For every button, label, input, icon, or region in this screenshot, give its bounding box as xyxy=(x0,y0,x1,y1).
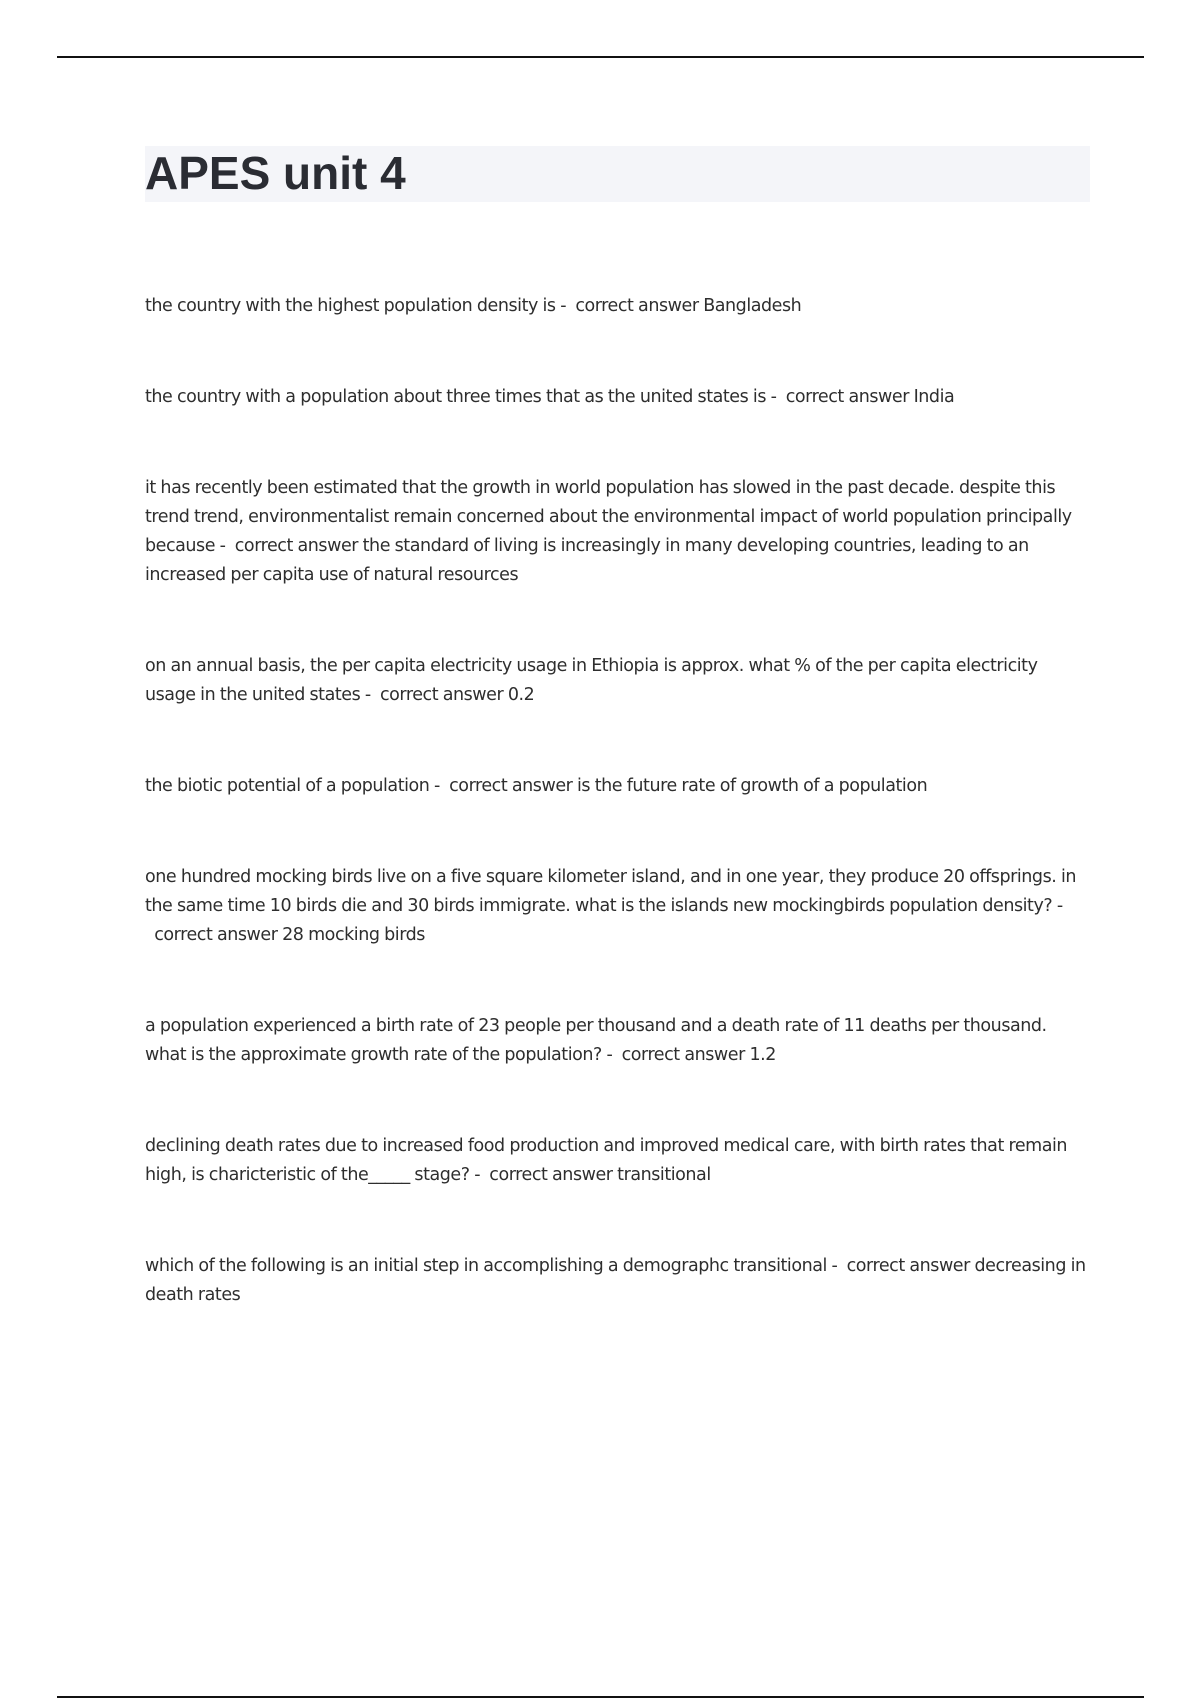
qa-item xyxy=(145,474,1090,590)
question-text: the country with the highest population density is - xyxy=(145,296,567,316)
qa-item xyxy=(145,1012,1090,1070)
qa-item xyxy=(145,1132,1090,1190)
answer-prefix: correct answer xyxy=(785,387,909,407)
answer-prefix: correct answer xyxy=(234,536,359,556)
answer-text: 28 mocking birds xyxy=(282,925,425,945)
question-text: the biotic potential of a population - xyxy=(145,776,440,796)
qa-item xyxy=(145,772,1090,801)
answer-text: the standard of living is increasingly in many developing countries, leading to an increased per capita use of natural resources xyxy=(145,536,1029,585)
qa-item xyxy=(145,863,1090,950)
answer-text: 0.2 xyxy=(507,685,535,705)
question-text: which of the following is an initial step in accomplishing a demographc transitional - xyxy=(145,1256,838,1276)
answer-text: 1.2 xyxy=(749,1045,776,1065)
qa-item xyxy=(145,1252,1090,1310)
bottom-rule xyxy=(57,1696,1144,1698)
page-title: APES unit 4 xyxy=(145,147,406,199)
answer-text: Bangladesh xyxy=(703,296,802,316)
answer-text: transitional xyxy=(617,1165,711,1185)
top-rule xyxy=(57,56,1144,58)
answer-text: India xyxy=(913,387,955,407)
answer-prefix: correct answer xyxy=(489,1165,613,1185)
answer-prefix: correct answer xyxy=(379,685,504,705)
question-text: the country with a population about three times that as the united states is - xyxy=(145,387,777,407)
answer-prefix: correct answer xyxy=(154,925,278,945)
question-text: a population experienced a birth rate of 23 people per thousand and a death rate of 11 deaths per thousand. what is the approximate growth rate of the population? - xyxy=(145,1016,1047,1065)
answer-text: is the future rate of growth of a population xyxy=(577,776,928,796)
question-text: on an annual basis, the per capita electricity usage in Ethiopia is approx. what % of the per capita electricity usage in the united states - xyxy=(145,656,1038,705)
qa-item xyxy=(145,292,1090,321)
question-text: declining death rates due to increased food production and improved medical care, with birth rates that remain high, is charicteristic of the_____ stage? - xyxy=(145,1136,1068,1185)
answer-prefix: correct answer xyxy=(621,1045,745,1065)
answer-prefix: correct answer xyxy=(449,776,573,796)
qa-item xyxy=(145,383,1090,412)
answer-text: decreasing in death rates xyxy=(145,1256,1086,1305)
answer-prefix: correct answer xyxy=(846,1256,970,1276)
question-text: one hundred mocking birds live on a five square kilometer island, and in one year, they produce 20 offsprings. in the same time 10 birds die and 30 birds immigrate. what is the islands new mockingbirds population density? - xyxy=(145,867,1077,916)
answer-prefix: correct answer xyxy=(575,296,699,316)
question-text: it has recently been estimated that the growth in world population has slowed in the past decade. despite this trend trend, environmentalist remain concerned about the environmental impact of world population principally because - xyxy=(145,478,1072,556)
qa-list xyxy=(145,292,1090,1372)
qa-item xyxy=(145,652,1090,710)
